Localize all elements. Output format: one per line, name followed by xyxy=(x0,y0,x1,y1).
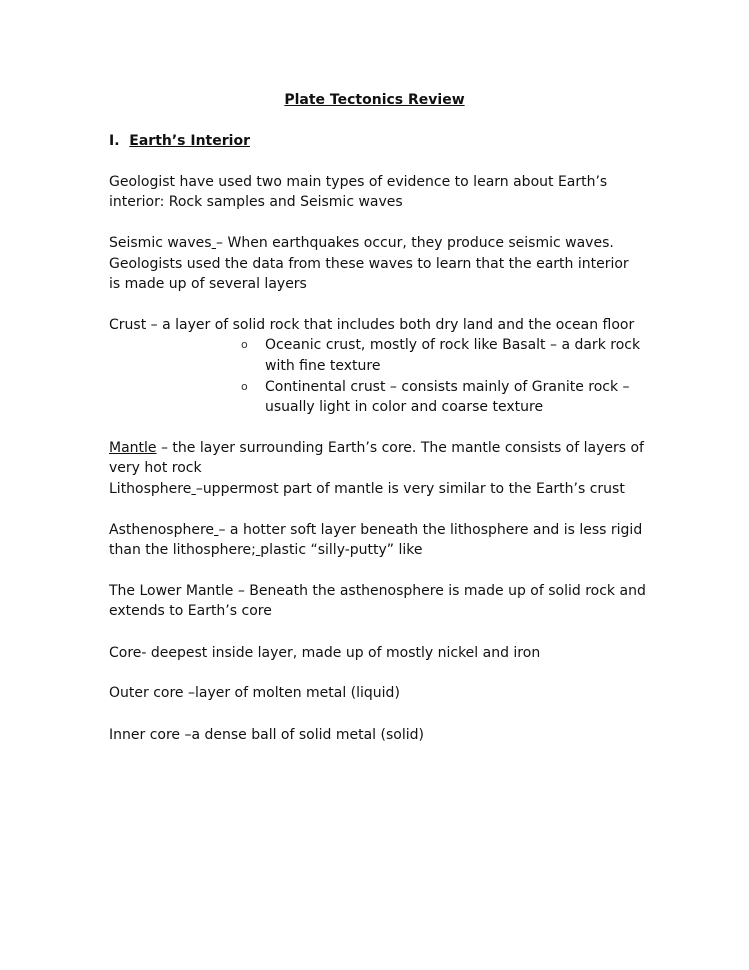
continental-line-1: Continental crust – consists mainly of Granite rock – xyxy=(265,379,630,395)
mantle-line-1 xyxy=(109,438,644,458)
continental-line-2: usually light in color and coarse texture xyxy=(265,399,544,415)
section-title: Earth’s Interior xyxy=(129,133,250,149)
bullet-continental: o xyxy=(241,380,248,393)
seismic-line-3: is made up of several layers xyxy=(109,276,307,292)
oceanic-line-2: with fine texture xyxy=(265,358,381,374)
intro-line-1: Geologist have used two main types of evidence to learn about Earth’s xyxy=(109,174,608,190)
asthenosphere-line-1 xyxy=(109,520,642,540)
crust-line: Crust – a layer of solid rock that includes both dry land and the ocean floor xyxy=(109,317,635,333)
seismic-term: Seismic waves xyxy=(109,235,212,251)
oceanic-line-1: Oceanic crust, mostly of rock like Basalt – a dark rock xyxy=(265,337,641,353)
asthenosphere-line-2a: than the lithosphere; xyxy=(109,542,256,558)
lithosphere-line xyxy=(109,479,625,499)
asthenosphere-line-2 xyxy=(109,540,423,560)
asthenosphere-definition: – a hotter soft layer beneath the lithosphere and is less rigid xyxy=(218,522,643,538)
section-heading xyxy=(109,131,250,151)
lithosphere-term: Lithosphere xyxy=(109,481,192,497)
page-title: Plate Tectonics Review xyxy=(284,92,465,108)
mantle-definition: – the layer surrounding Earth’s core. The mantle consists of layers of xyxy=(156,440,644,456)
intro-line-2: interior: Rock samples and Seismic waves xyxy=(109,194,403,210)
lower-mantle-line-1: The Lower Mantle – Beneath the asthenosphere is made up of solid rock and xyxy=(109,583,646,599)
core-line: Core- deepest inside layer, made up of mostly nickel and iron xyxy=(109,645,541,661)
lower-mantle-line-2: extends to Earth’s core xyxy=(109,603,272,619)
lithosphere-definition: –uppermost part of mantle is very similar to the Earth’s crust xyxy=(195,481,625,497)
asthenosphere-term: Asthenosphere xyxy=(109,522,215,538)
seismic-line-1 xyxy=(109,233,614,253)
asthenosphere-line-2b: plastic “silly-putty” like xyxy=(260,542,423,558)
outer-core-line: Outer core –layer of molten metal (liquid) xyxy=(109,685,400,701)
section-number: I. xyxy=(109,133,120,149)
seismic-definition: – When earthquakes occur, they produce seismic waves. xyxy=(216,235,614,251)
mantle-line-2: very hot rock xyxy=(109,460,202,476)
inner-core-line: Inner core –a dense ball of solid metal (solid) xyxy=(109,727,424,743)
mantle-term: Mantle xyxy=(109,440,157,456)
seismic-line-2: Geologists used the data from these waves to learn that the earth interior xyxy=(109,256,629,272)
bullet-oceanic: o xyxy=(241,338,248,351)
